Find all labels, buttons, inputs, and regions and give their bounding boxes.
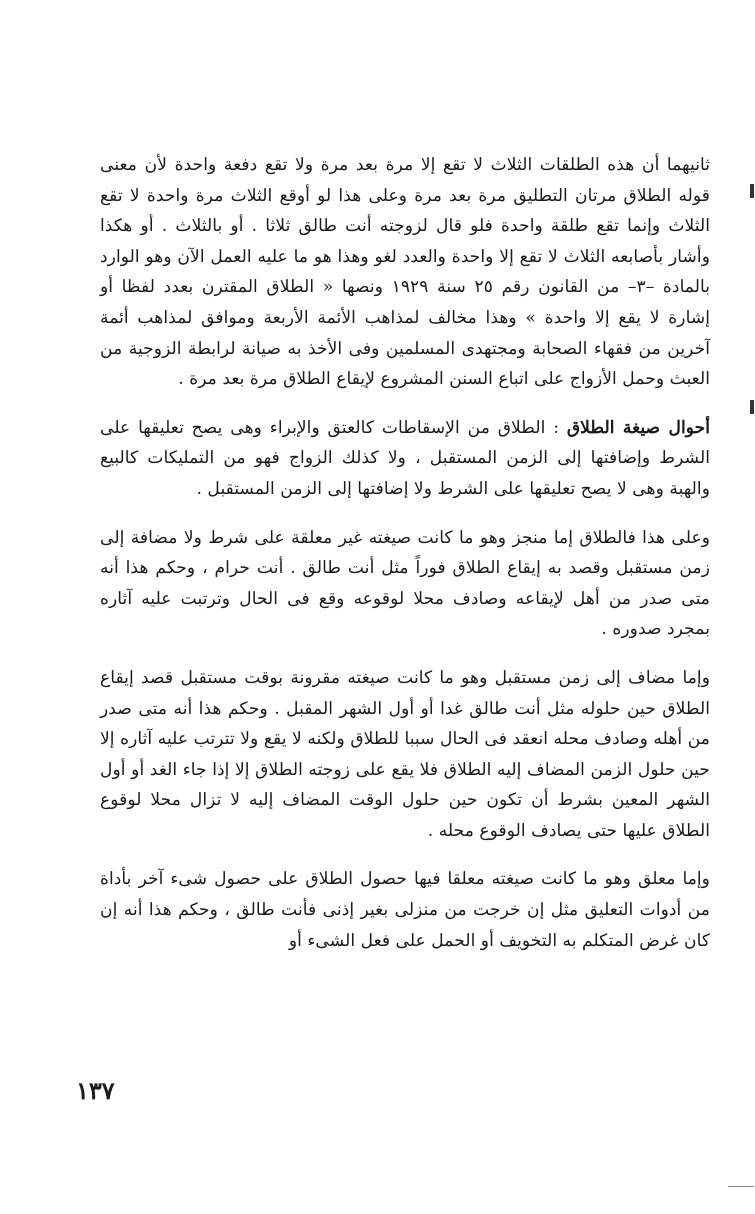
- paragraph-1: ثانيهما أن هذه الطلقات الثلاث لا تقع إلا مرة بعد مرة ولا تقع دفعة واحدة لأن معنى قوله الطلاق مرتان التطليق مرة بعد مرة وعلى هذا لو أوقع الثلاث مرة واحدة لا تقع الثلاث وإنما تقع طلقة واحدة فلو قال لزوجته أنت طالق ثلاثا . أو بالثلاث . أو هكذا وأشار بأصابعه الثلاث لا تقع إلا واحدة والعدد لغو وهذا هو ما عليه العمل الآن وهو الوارد بالمادة –٣– من القانون رقم ٢٥ سنة ١٩٢٩ ونصها « الطلاق المقترن بعدد لفظا أو إشارة لا يقع إلا واحدة » وهذا مخالف لمذاهب الأئمة الأربعة وموافق لمذاهب أئمة آخرين من فقهاء الصحابة ومجتهدى المسلمين وفى الأخذ به صيانة لرابطة الزوجية من العبث وحمل الأزواج على اتباع السنن المشروع لإيقاع الطلاق مرة بعد مرة .: [100, 155, 711, 390]
- section-heading: أحوال صيغة الطلاق: [566, 417, 711, 438]
- paragraph-5: وإما معلق وهو ما كانت صيغته معلقا فيها حصول الطلاق على حصول شىء آخر بأداة من أدوات التعليق مثل إن خرجت من منزلى بغير إذنى فأنت طالق ، وحكم هذا أنه إن كان غرض المتكلم به التخويف أو الحمل على فعل الشىء أو: [100, 869, 710, 951]
- scan-mark-top: [750, 184, 754, 198]
- paragraph-4: وإما مضاف إلى زمن مستقبل وهو ما كانت صيغته مقرونة بوقت مستقبل قصد إيقاع الطلاق حين حلوله مثل أنت طالق غدا أو أول الشهر المقبل . وحكم هذا أنه متى صدر من أهله وصادف محله انعقد فى الحال سببا للطلاق ولكنه لا يقع ولا تترتب عليه آثاره إلا حين حلول الزمن المضاف إليه الطلاق فلا يقع على زوجته الطلاق إلا إذا جاء الغد أو أول الشهر المعين بشرط أن تكون حين حلول الوقت المضاف إليه لا تزال محلا لوقوع الطلاق عليها حتى يصادف الوقوع محله .: [100, 667, 710, 841]
- scan-mark-bottom-line: [728, 1186, 754, 1187]
- page-number: ١٣٧: [76, 1076, 115, 1105]
- paragraph-2-text: : الطلاق من الإسقاطات كالعتق والإبراء وهى يصح تعليقها على الشرط وإضافتها إلى الزمن المستقبل ، ولا كذلك الزواج فهو من التمليكات كالبيع والهبة وهى لا يصح تعليقها على الشرط ولا إضافتها إلى الزمن المستقبل .: [100, 417, 710, 499]
- page-body: [100, 150, 710, 956]
- scan-mark-middle: [750, 400, 754, 414]
- paragraph-3: وعلى هذا فالطلاق إما منجز وهو ما كانت صيغته غير معلقة على شرط ولا مضافة إلى زمن مستقبل وقصد به إيقاع الطلاق فوراً مثل أنت طالق . أنت حرام ، وحكم هذا أنه متى صدر من أهل لإيقاعه وصادف محلا لوقوعه وقع فى الحال وترتبت عليه آثاره بمجرد صدوره .: [100, 527, 710, 640]
- paragraph-2: [100, 413, 710, 505]
